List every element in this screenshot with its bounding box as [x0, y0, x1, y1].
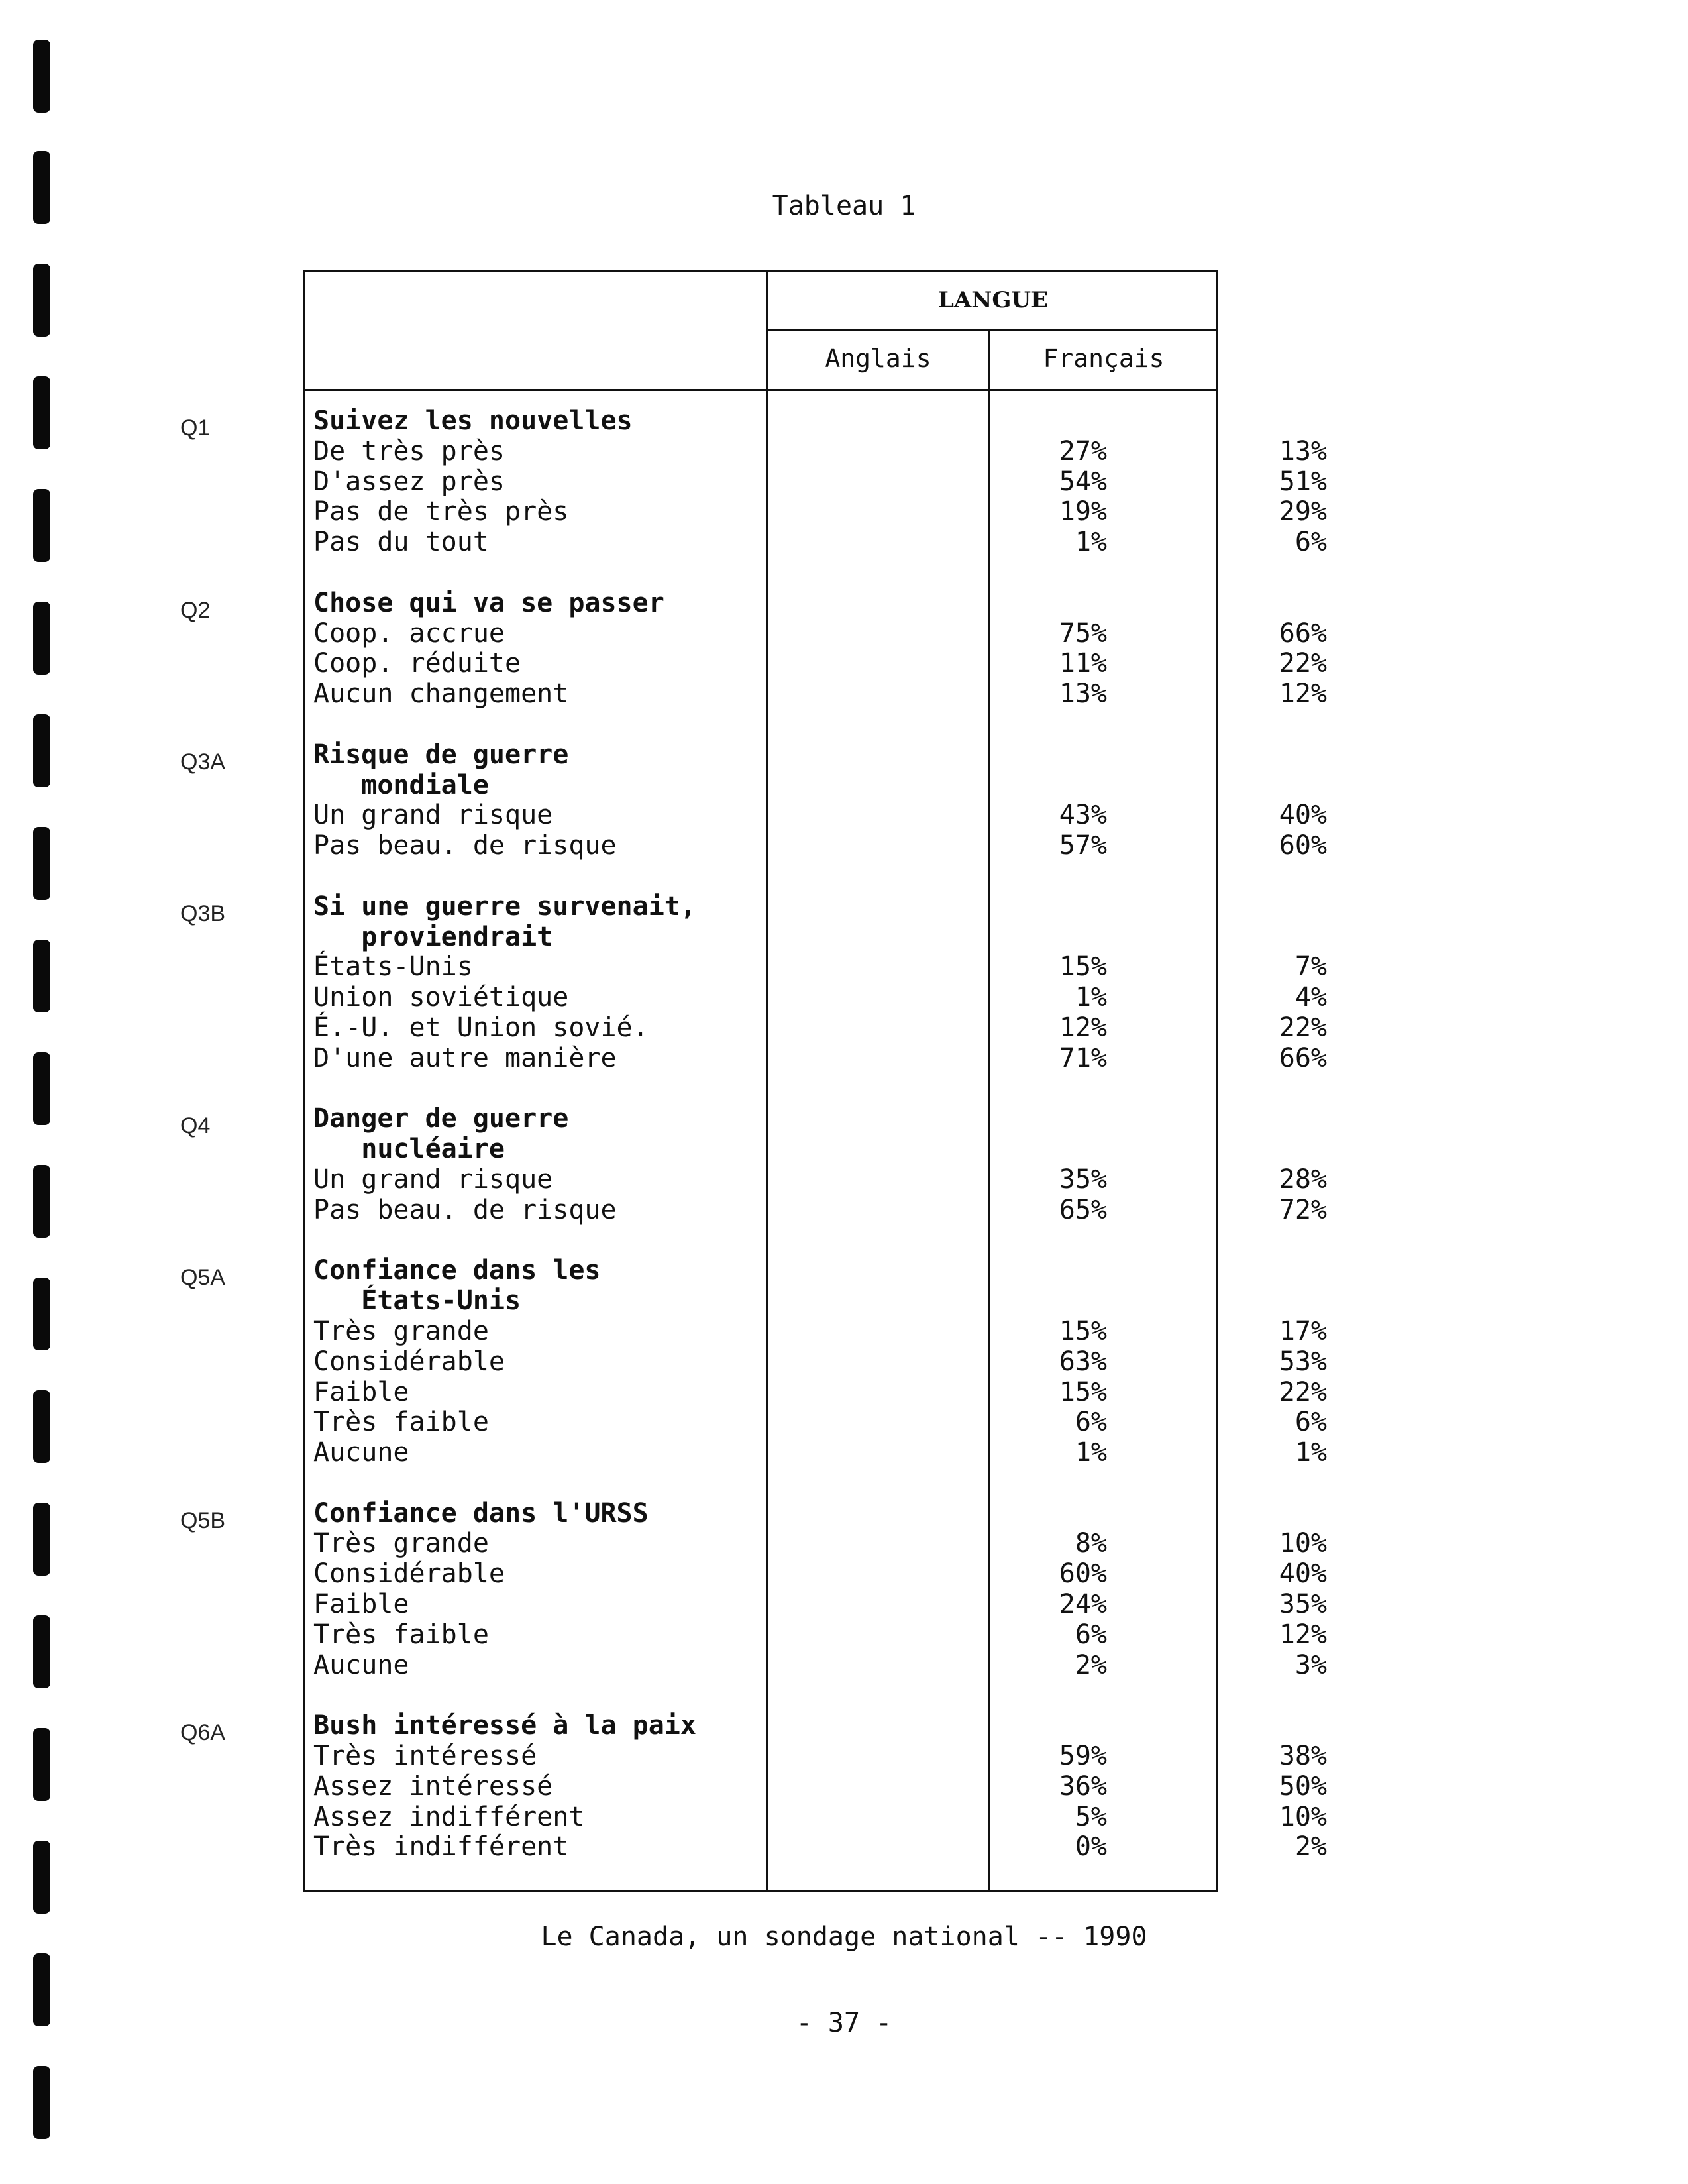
row-label: Pas beau. de risque — [313, 1194, 617, 1225]
row-label: É.-U. et Union sovié. — [313, 1012, 649, 1043]
value-anglais: 1% — [1075, 1437, 1107, 1468]
value-anglais: 27% — [1059, 435, 1107, 466]
row-label: Faible — [313, 1376, 409, 1407]
value-francais: 6% — [1294, 1407, 1327, 1438]
row-label: Un grand risque — [313, 800, 553, 831]
value-anglais: 57% — [1059, 830, 1107, 861]
value-anglais: 60% — [1059, 1558, 1107, 1590]
header-divider — [305, 389, 1216, 391]
row-label: Très indifférent — [313, 1831, 569, 1863]
section-heading: proviendrait — [313, 921, 553, 952]
section-heading-row — [313, 740, 1216, 771]
value-anglais: 71% — [1059, 1042, 1107, 1073]
value-francais: 7% — [1294, 952, 1327, 983]
section-heading: Danger de guerre — [313, 1103, 569, 1134]
binding-hole-icon — [33, 489, 50, 562]
value-anglais: 12% — [1059, 1012, 1107, 1043]
value-francais: 28% — [1279, 1164, 1327, 1195]
value-anglais: 19% — [1059, 496, 1107, 527]
value-anglais: 2% — [1075, 1649, 1107, 1680]
binding-hole-icon — [33, 1052, 50, 1125]
value-francais: 6% — [1294, 527, 1327, 558]
table-row — [313, 679, 1327, 710]
binding-hole-icon — [33, 1390, 50, 1463]
table-row — [313, 982, 1327, 1013]
binding-hole-icon — [33, 1503, 50, 1576]
page-title: Tableau 1 — [772, 191, 916, 221]
section-heading: Risque de guerre — [313, 739, 569, 770]
binding-hole-icon — [33, 1728, 50, 1801]
value-francais: 38% — [1279, 1741, 1327, 1772]
binding-hole-icon — [33, 1278, 50, 1350]
question-code: Q2 — [180, 597, 211, 623]
value-anglais: 75% — [1059, 618, 1107, 649]
spacer-row — [313, 710, 1216, 740]
section-heading: Confiance dans les — [313, 1255, 601, 1286]
value-anglais: 65% — [1059, 1194, 1107, 1225]
table-row — [313, 1407, 1327, 1438]
value-francais: 12% — [1279, 1619, 1327, 1650]
value-francais: 22% — [1279, 1012, 1327, 1043]
value-francais: 60% — [1279, 830, 1327, 861]
value-francais: 51% — [1279, 466, 1327, 497]
section-heading: mondiale — [313, 769, 489, 800]
table-row — [313, 1194, 1327, 1226]
value-francais: 50% — [1279, 1771, 1327, 1802]
table-row — [313, 1437, 1327, 1468]
section-heading-row — [313, 1499, 1216, 1529]
section-heading-row — [313, 771, 1216, 801]
row-label: Faible — [313, 1589, 409, 1620]
value-anglais: 15% — [1059, 1376, 1107, 1407]
table-row — [313, 435, 1327, 467]
value-anglais: 8% — [1075, 1528, 1107, 1559]
header-anglais: Anglais — [825, 344, 931, 373]
value-francais: 72% — [1279, 1194, 1327, 1225]
binding-hole-icon — [33, 1841, 50, 1914]
binding-hole-icon — [33, 602, 50, 675]
table-row — [313, 1346, 1327, 1378]
table-row — [313, 1831, 1327, 1863]
section-heading-row — [313, 922, 1216, 953]
section-heading: nucléaire — [313, 1134, 505, 1165]
row-label: Un grand risque — [313, 1164, 553, 1195]
value-francais: 10% — [1279, 1801, 1327, 1832]
value-anglais: 36% — [1059, 1771, 1107, 1802]
row-label: Assez indifférent — [313, 1801, 585, 1832]
section-heading-row — [313, 588, 1216, 619]
table-row — [313, 527, 1327, 558]
question-code: Q5B — [180, 1507, 226, 1533]
row-label: Très grande — [313, 1528, 489, 1559]
row-label: Aucune — [313, 1437, 409, 1468]
table-row — [313, 800, 1327, 831]
binding-hole-icon — [33, 1615, 50, 1688]
value-francais: 29% — [1279, 496, 1327, 527]
row-label: Coop. réduite — [313, 648, 521, 679]
row-label: Union soviétique — [313, 982, 569, 1013]
row-label: Considérable — [313, 1558, 505, 1590]
row-label: Très intéressé — [313, 1741, 537, 1772]
value-anglais: 6% — [1075, 1407, 1107, 1438]
section-heading: États-Unis — [313, 1285, 521, 1317]
table-row — [313, 1012, 1327, 1044]
value-francais: 35% — [1279, 1589, 1327, 1620]
question-code: Q6A — [180, 1720, 226, 1746]
row-label: Pas de très près — [313, 496, 569, 527]
value-francais: 66% — [1279, 618, 1327, 649]
value-anglais: 59% — [1059, 1741, 1107, 1772]
value-anglais: 1% — [1075, 527, 1107, 558]
value-anglais: 54% — [1059, 466, 1107, 497]
table-row — [313, 952, 1327, 983]
section-heading-row — [313, 1134, 1216, 1165]
section-heading-row — [313, 1286, 1216, 1317]
footer-caption: Le Canada, un sondage national -- 1990 — [541, 1922, 1147, 1952]
value-francais: 53% — [1279, 1346, 1327, 1377]
binding-hole-icon — [33, 714, 50, 787]
value-anglais: 15% — [1059, 952, 1107, 983]
question-code: Q5A — [180, 1265, 226, 1291]
spacer-row — [313, 1468, 1216, 1499]
page-number: - 37 - — [796, 2008, 892, 2038]
binding-hole-icon — [33, 264, 50, 337]
value-francais: 1% — [1294, 1437, 1327, 1468]
binding-hole-icon — [33, 40, 50, 113]
row-label: Pas du tout — [313, 527, 489, 558]
section-heading-row — [313, 406, 1216, 437]
value-francais: 40% — [1279, 800, 1327, 831]
binding-hole-icon — [33, 827, 50, 900]
row-label: Très grande — [313, 1315, 489, 1346]
row-label: Assez intéressé — [313, 1771, 553, 1802]
row-label: D'assez près — [313, 466, 505, 497]
value-anglais: 1% — [1075, 982, 1107, 1013]
row-label: Pas beau. de risque — [313, 830, 617, 861]
value-anglais: 63% — [1059, 1346, 1107, 1377]
value-francais: 66% — [1279, 1042, 1327, 1073]
section-heading-row — [313, 1256, 1216, 1286]
value-francais: 13% — [1279, 435, 1327, 466]
section-heading: Confiance dans l'URSS — [313, 1498, 649, 1529]
spacer-row — [313, 861, 1216, 892]
binding-hole-icon — [33, 940, 50, 1012]
table-row — [313, 1771, 1327, 1802]
question-code: Q3B — [180, 901, 226, 926]
table-row — [313, 1801, 1327, 1833]
question-code: Q3A — [180, 749, 226, 775]
spacer-row — [313, 558, 1216, 588]
table-row — [313, 1741, 1327, 1772]
question-code: Q4 — [180, 1113, 211, 1139]
spacer-row — [313, 1226, 1216, 1256]
table-row — [313, 1376, 1327, 1408]
value-francais: 22% — [1279, 1376, 1327, 1407]
row-label: Coop. accrue — [313, 618, 505, 649]
table-row — [313, 1528, 1327, 1559]
row-label: Aucun changement — [313, 679, 569, 710]
spacer-row — [313, 1680, 1216, 1711]
row-label: Considérable — [313, 1346, 505, 1377]
value-francais: 2% — [1294, 1831, 1327, 1863]
question-code: Q1 — [180, 415, 211, 441]
binding-hole-icon — [33, 376, 50, 449]
section-heading: Chose qui va se passer — [313, 587, 664, 618]
header-langue: LANGUE — [938, 287, 1048, 313]
row-label: Très faible — [313, 1619, 489, 1650]
row-label: Très faible — [313, 1407, 489, 1438]
value-anglais: 35% — [1059, 1164, 1107, 1195]
table-row — [313, 830, 1327, 861]
row-label: États-Unis — [313, 952, 473, 983]
value-anglais: 24% — [1059, 1589, 1107, 1620]
table-row — [313, 648, 1327, 679]
table-row — [313, 1315, 1327, 1347]
value-francais: 40% — [1279, 1558, 1327, 1590]
section-heading: Bush intéressé à la paix — [313, 1710, 696, 1741]
section-heading: Suivez les nouvelles — [313, 406, 633, 436]
table-body — [313, 406, 1327, 1863]
table-row — [313, 496, 1327, 527]
binding-holes — [29, 0, 53, 2184]
binding-hole-icon — [33, 2066, 50, 2139]
row-label: D'une autre manière — [313, 1042, 617, 1073]
table-row — [313, 1589, 1327, 1620]
table-row — [313, 618, 1327, 649]
value-anglais: 15% — [1059, 1315, 1107, 1346]
header-francais: Français — [1043, 344, 1165, 373]
section-heading-row — [313, 892, 1216, 922]
row-label: De très près — [313, 435, 505, 466]
value-anglais: 5% — [1075, 1801, 1107, 1832]
value-francais: 3% — [1294, 1649, 1327, 1680]
value-anglais: 13% — [1059, 679, 1107, 710]
spacer-row — [313, 1074, 1216, 1105]
results-table — [303, 270, 1327, 1892]
row-label: Aucune — [313, 1649, 409, 1680]
binding-hole-icon — [33, 1165, 50, 1238]
value-anglais: 6% — [1075, 1619, 1107, 1650]
value-francais: 12% — [1279, 679, 1327, 710]
table-row — [313, 1164, 1327, 1195]
value-anglais: 11% — [1059, 648, 1107, 679]
value-francais: 4% — [1294, 982, 1327, 1013]
value-anglais: 0% — [1075, 1831, 1107, 1863]
section-heading-row — [313, 1711, 1216, 1741]
value-anglais: 43% — [1059, 800, 1107, 831]
table-row — [313, 1649, 1327, 1681]
header-divider — [766, 329, 1216, 331]
table-row — [313, 1619, 1327, 1651]
value-francais: 22% — [1279, 648, 1327, 679]
table-row — [313, 466, 1327, 498]
value-francais: 10% — [1279, 1528, 1327, 1559]
table-row — [313, 1042, 1327, 1074]
section-heading: Si une guerre survenait, — [313, 891, 696, 922]
table-row — [313, 1558, 1327, 1590]
section-heading-row — [313, 1104, 1216, 1134]
value-francais: 17% — [1279, 1315, 1327, 1346]
